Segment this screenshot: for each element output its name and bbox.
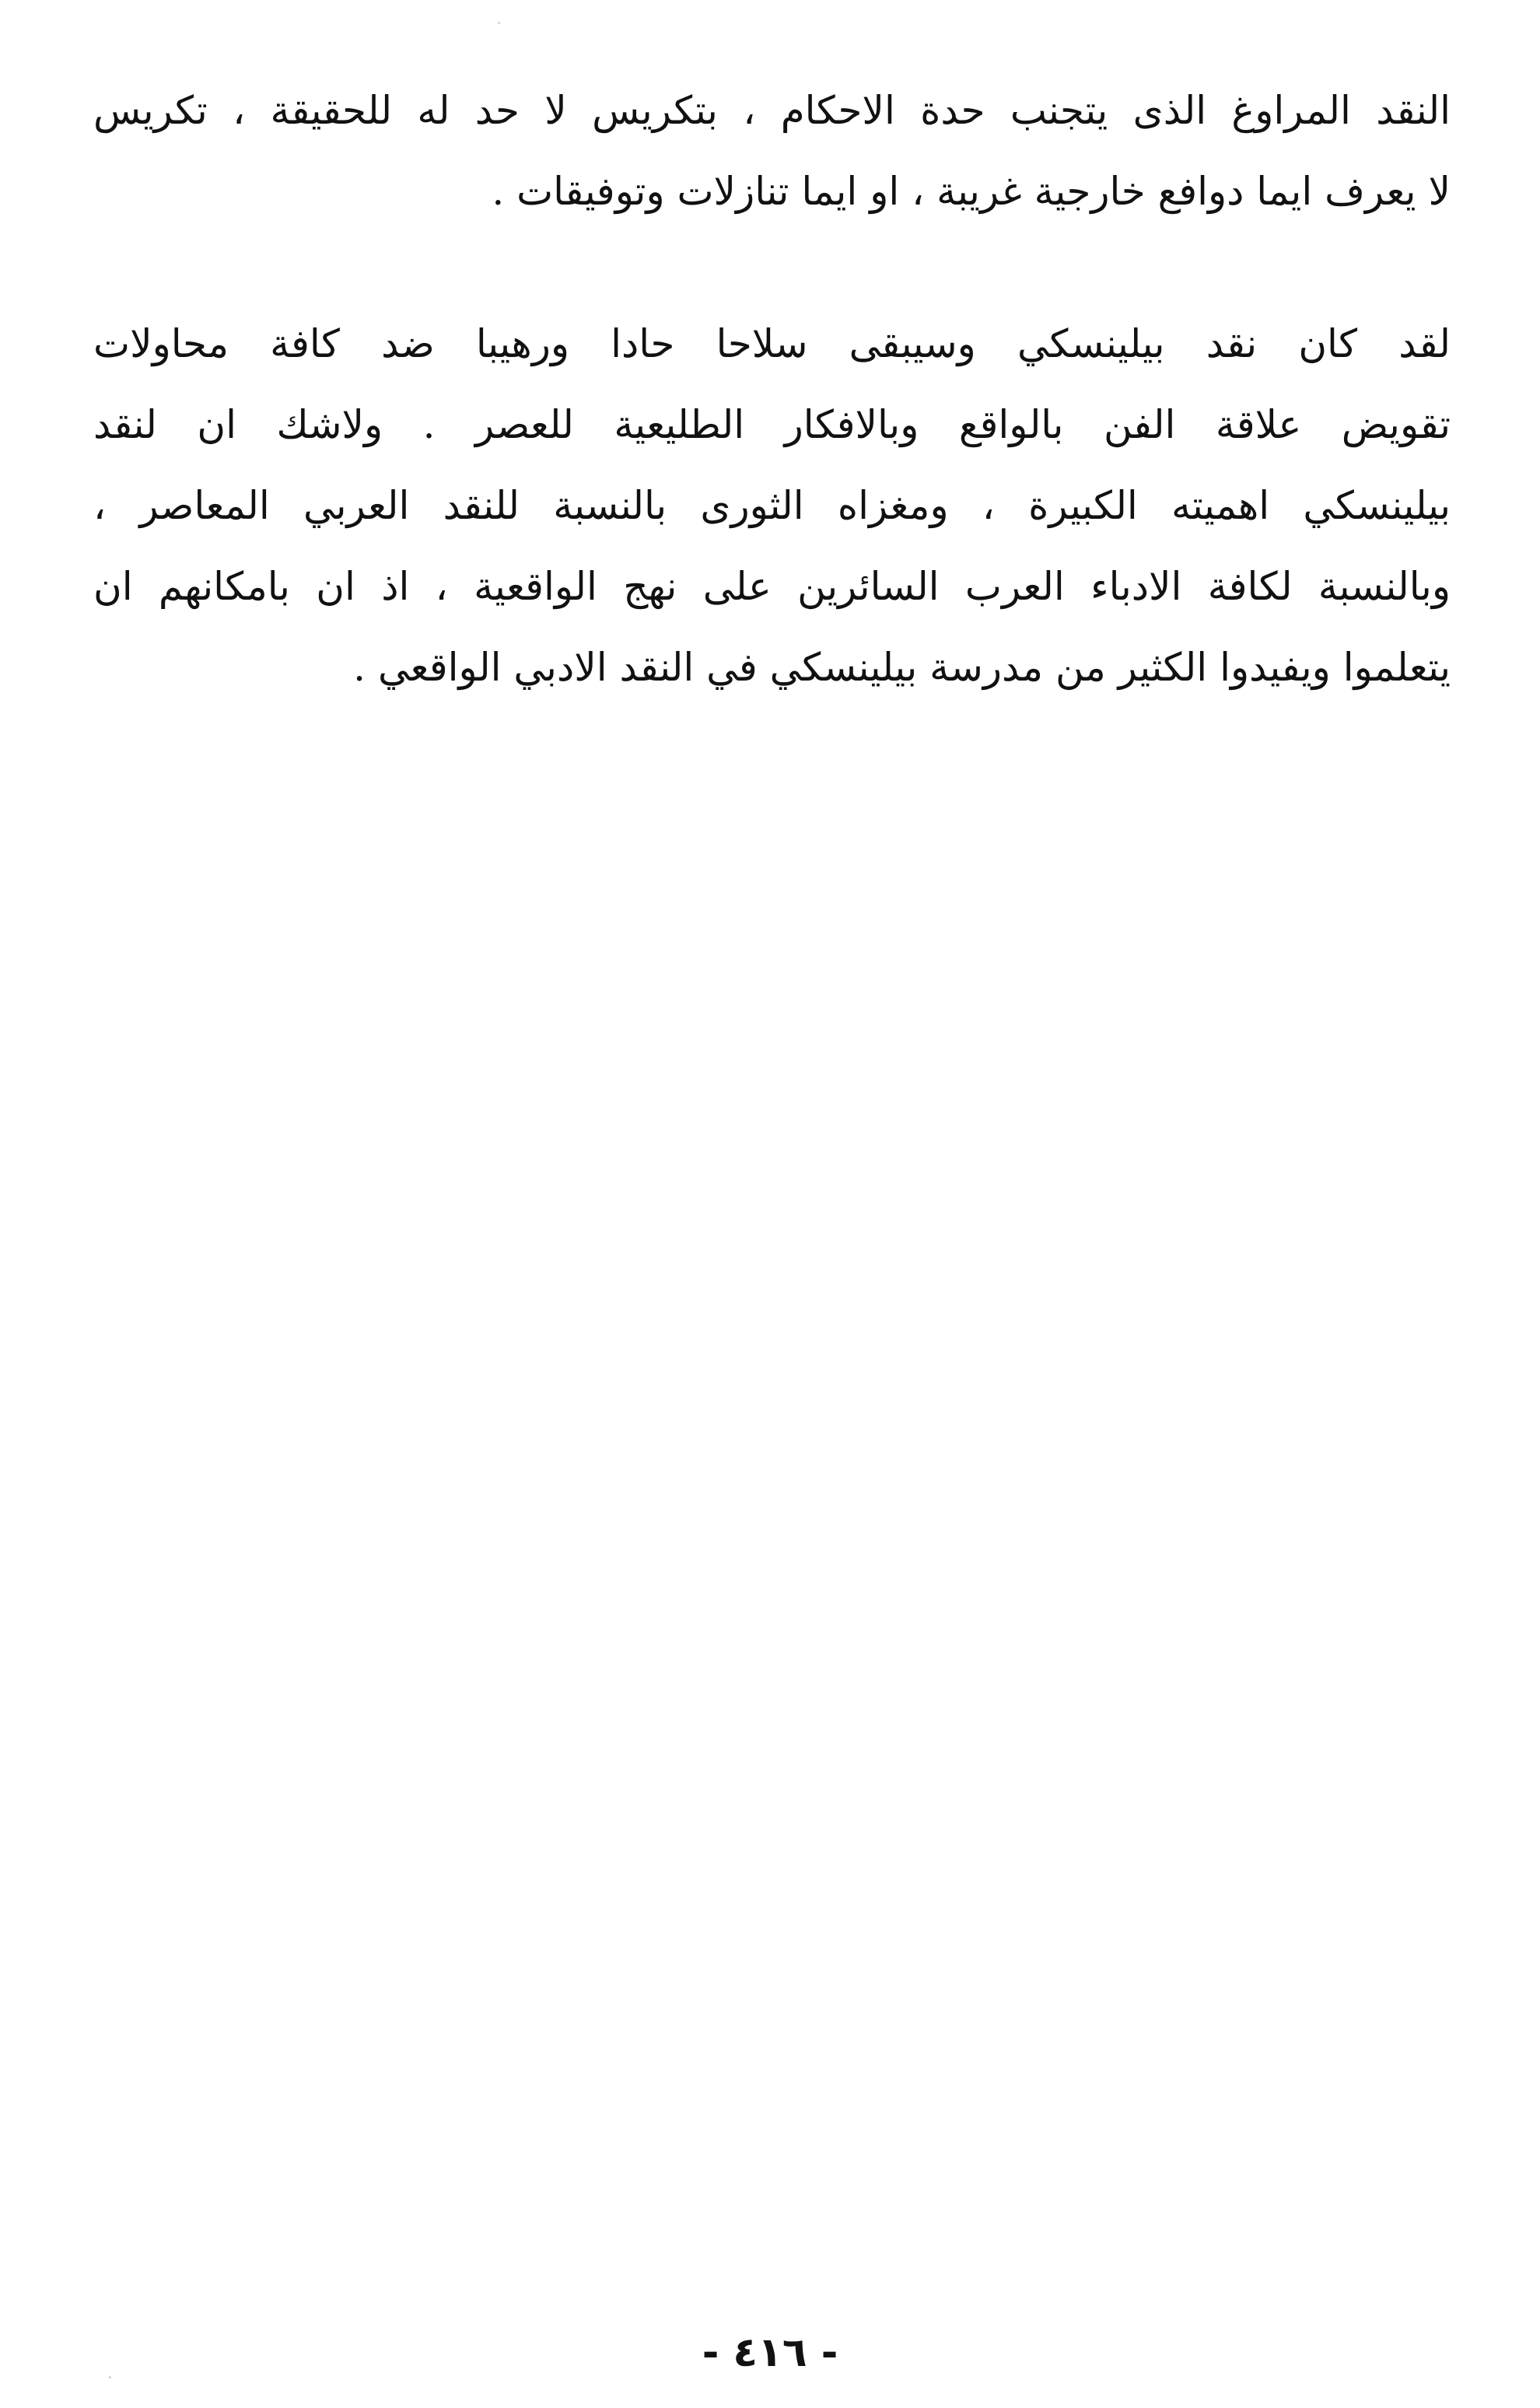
scan-speck <box>498 22 500 24</box>
paragraph-line: بيلينسكي اهميته الكبيرة ، ومغزاه الثورى بالنسبة للنقد العربي المعاصر ، <box>93 483 1451 528</box>
paragraph-1 <box>93 70 1451 232</box>
paragraph-line: تقويض علاقة الفن بالواقع وبالافكار الطليعية للعصر . ولاشك ان لنقد <box>93 402 1451 447</box>
paragraph-line: لقد كان نقد بيلينسكي وسيبقى سلاحا حادا ورهيبا ضد كافة محاولات <box>93 321 1451 366</box>
paragraph-line: وبالنسبة لكافة الادباء العرب السائرين على نهج الواقعية ، اذ ان بامكانهم ان <box>93 564 1451 609</box>
paragraph-line: يتعلموا ويفيدوا الكثير من مدرسة بيلينسكي في النقد الادبي الواقعي . <box>353 645 1451 690</box>
paragraph-2 <box>93 303 1451 708</box>
scan-speck <box>109 2376 111 2378</box>
paragraph-line: النقد المراوغ الذى يتجنب حدة الاحكام ، بتكريس لا حد له للحقيقة ، تكريس <box>93 88 1451 133</box>
paragraph-line: لا يعرف ايما دوافع خارجية غريبة ، او ايما تنازلات وتوفيقات . <box>492 169 1451 214</box>
page-number: - ٤١٦ - <box>702 2329 838 2376</box>
